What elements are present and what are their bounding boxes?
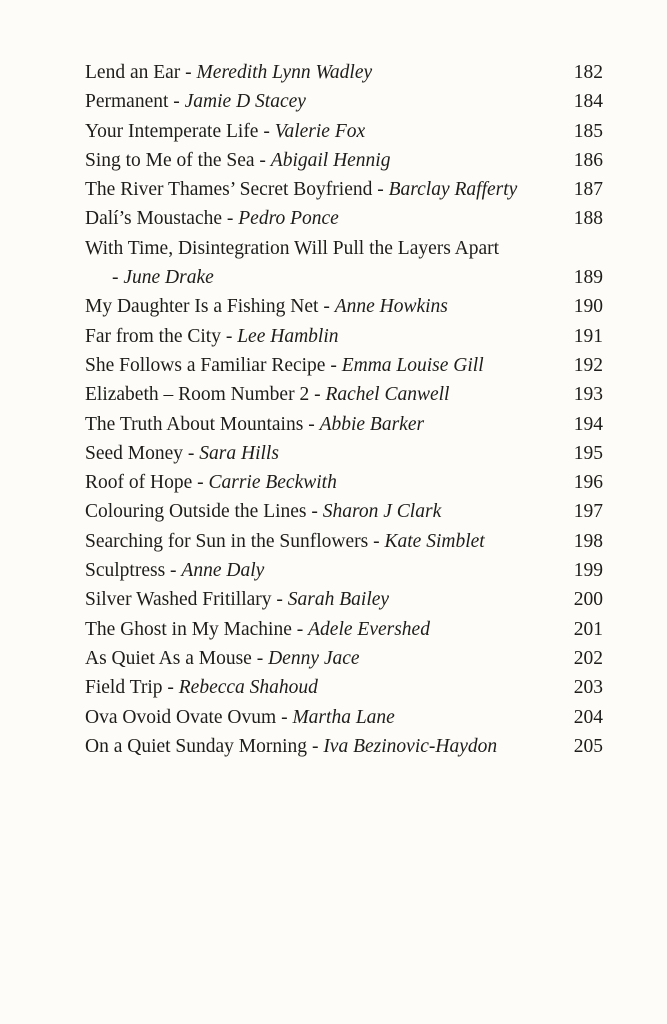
entry-text [85, 439, 279, 468]
title-author-separator: - [303, 413, 320, 435]
title-author-separator: - [325, 354, 342, 376]
story-author: Meredith Lynn Wadley [196, 62, 373, 83]
title-author-separator: - [258, 120, 275, 142]
toc-entry [85, 468, 603, 497]
entry-text [85, 732, 497, 761]
title-author-separator: - [220, 325, 238, 347]
story-title: Field Trip [85, 677, 163, 699]
story-title: The River Thames’ Secret Boyfriend [85, 179, 373, 201]
title-author-separator: - [165, 560, 182, 582]
page-number: 199 [573, 560, 603, 582]
story-author: Carrie Beckwith [208, 472, 337, 494]
story-title: Sing to Me of the Sea [85, 149, 255, 171]
entry-text [85, 292, 448, 321]
story-title: Far from the City [85, 325, 221, 347]
toc-entry [85, 585, 603, 614]
page-number: 190 [573, 296, 603, 318]
story-author: Anne Howkins [334, 296, 448, 318]
page-number: 201 [573, 618, 603, 640]
story-author: Adele Evershed [308, 618, 430, 640]
story-author: Iva Bezinovic-Haydon [323, 735, 498, 757]
page-number: 186 [573, 149, 603, 171]
story-title: Seed Money [85, 442, 184, 464]
story-author: Abigail Hennig [270, 149, 391, 171]
story-author: Martha Lane [292, 706, 395, 728]
page-number: 200 [573, 589, 603, 611]
page-number: 195 [573, 442, 603, 464]
entry-text [85, 380, 449, 409]
story-title: The Ghost in My Machine [85, 618, 292, 640]
story-author: Rebecca Shahoud [178, 677, 318, 699]
toc-entry [85, 322, 603, 351]
page-number: 205 [573, 735, 603, 757]
toc-entry [85, 146, 603, 175]
toc-entry [85, 58, 603, 87]
story-author: Kate Simblet [384, 530, 485, 552]
story-title: Silver Washed Fritillary [85, 589, 272, 611]
toc-entry [85, 234, 603, 293]
page-number: 198 [573, 530, 603, 552]
title-author-separator: - [291, 618, 309, 640]
story-author: Abbie Barker [319, 413, 425, 435]
story-title: My Daughter Is a Fishing Net [85, 296, 319, 318]
story-title: Colouring Outside the Lines [85, 501, 307, 523]
page-number: 185 [573, 120, 603, 142]
entry-text [85, 322, 338, 351]
entry-author-line [85, 263, 563, 292]
entry-text [85, 527, 485, 556]
story-author: Anne Daly [181, 560, 265, 582]
entry-text [85, 87, 306, 116]
page-number: 194 [573, 413, 603, 435]
page-number: 191 [573, 325, 603, 347]
story-author: Pedro Ponce [238, 208, 339, 230]
story-author: Sarah Bailey [287, 589, 390, 611]
story-title: As Quiet As a Mouse [85, 647, 252, 669]
entry-text [85, 146, 390, 175]
page-number: 188 [573, 208, 603, 230]
entry-text [85, 468, 337, 497]
page-number: 203 [573, 677, 603, 699]
story-author: Barclay Rafferty [388, 179, 518, 201]
entry-text [85, 351, 484, 380]
story-title: With Time, Disintegration Will Pull the Layers Apart [85, 237, 500, 259]
toc-entry [85, 439, 603, 468]
page-number: 193 [573, 384, 603, 406]
title-author-separator: - [168, 91, 185, 113]
story-title: Roof of Hope [85, 472, 193, 494]
page-number: 202 [573, 647, 603, 669]
title-author-separator: - [368, 530, 385, 552]
story-author: Rachel Canwell [325, 384, 450, 406]
toc-entry [85, 644, 603, 673]
entry-text [85, 585, 389, 614]
story-title: Permanent [85, 91, 169, 113]
entry-text [85, 410, 424, 439]
title-author-separator: - [307, 735, 324, 757]
toc-entry [85, 615, 603, 644]
page-number: 182 [573, 62, 603, 83]
entry-text [85, 58, 372, 87]
title-author-separator: - [271, 589, 288, 611]
entry-text [85, 234, 563, 293]
toc-entry [85, 410, 603, 439]
story-author: June Drake [123, 267, 214, 289]
story-author: Sharon J Clark [322, 501, 442, 523]
story-title: Searching for Sun in the Sunflowers [85, 530, 369, 552]
entry-text [85, 204, 339, 233]
page-number: 189 [573, 267, 603, 289]
title-author-separator: - [180, 62, 197, 83]
title-author-separator: - [251, 647, 269, 669]
toc-entry [85, 556, 603, 585]
toc-entry [85, 117, 603, 146]
title-author-separator: - [192, 472, 209, 494]
page-number: 192 [573, 354, 603, 376]
story-title: Sculptress [85, 560, 166, 582]
toc-entry [85, 380, 603, 409]
title-author-separator: - [222, 208, 239, 230]
title-author-separator: - [254, 149, 271, 171]
story-title: Dalí’s Moustache [85, 208, 223, 230]
entry-text [85, 615, 430, 644]
title-author-separator: - [276, 706, 293, 728]
title-author-separator: - [112, 267, 124, 289]
toc-entry [85, 175, 603, 204]
page-number: 204 [573, 706, 603, 728]
toc-entry [85, 732, 603, 761]
page-number: 187 [573, 179, 603, 201]
toc-entry [85, 497, 603, 526]
title-author-separator: - [309, 384, 326, 406]
story-title: On a Quiet Sunday Morning [85, 735, 308, 757]
entry-text [85, 673, 318, 702]
story-author: Jamie D Stacey [184, 91, 306, 113]
story-author: Valerie Fox [274, 120, 366, 142]
title-author-separator: - [306, 501, 323, 523]
title-author-separator: - [372, 179, 389, 201]
story-title: Your Intemperate Life [85, 120, 259, 142]
toc-entry [85, 703, 603, 732]
title-author-separator: - [162, 677, 179, 699]
toc-entry [85, 527, 603, 556]
story-author: Lee Hamblin [237, 325, 339, 347]
title-author-separator: - [318, 296, 335, 318]
entry-text [85, 703, 395, 732]
title-author-separator: - [183, 442, 200, 464]
toc-entry [85, 673, 603, 702]
story-title: The Truth About Mountains [85, 413, 304, 435]
entry-text [85, 497, 441, 526]
toc-entry [85, 351, 603, 380]
page-number: 197 [573, 501, 603, 523]
story-title: Elizabeth – Room Number 2 [85, 384, 310, 406]
story-author: Denny Jace [268, 647, 360, 669]
toc-entry [85, 204, 603, 233]
entry-text [85, 175, 517, 204]
story-title: Lend an Ear [85, 62, 181, 83]
story-author: Emma Louise Gill [341, 354, 484, 376]
entry-text [85, 556, 264, 585]
entry-text [85, 644, 360, 673]
story-author: Sara Hills [199, 442, 279, 464]
toc-entry [85, 87, 603, 116]
page-number: 196 [573, 472, 603, 494]
story-title: Ova Ovoid Ovate Ovum [85, 706, 277, 728]
page-number: 184 [573, 91, 603, 113]
toc-entry [85, 292, 603, 321]
story-title: She Follows a Familiar Recipe [85, 354, 326, 376]
entry-text [85, 117, 365, 146]
